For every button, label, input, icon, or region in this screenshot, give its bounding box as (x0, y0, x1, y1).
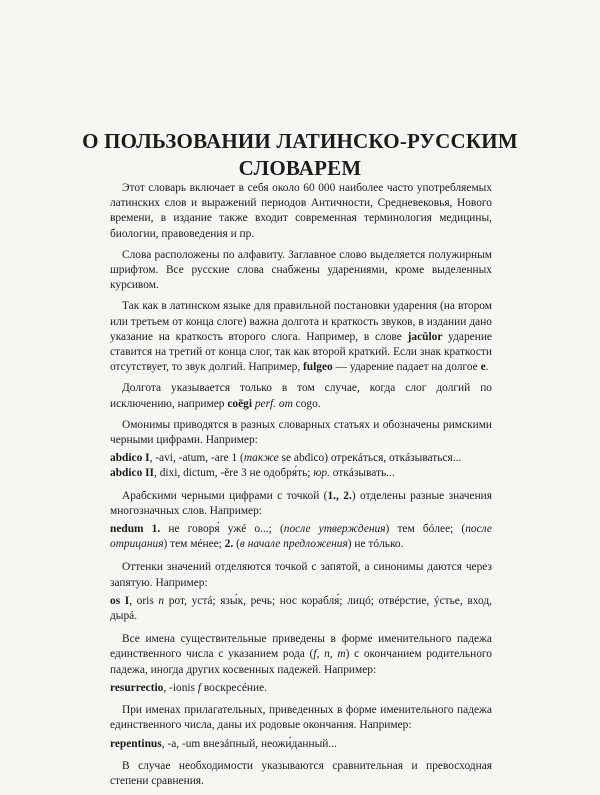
paragraph-stress: Так как в латинском языке для правильной постановки ударения (на втором или третьем от конца слоге) важна долгота и краткость звуков, в издании дано указание на краткость второго слога. Например, в слове jacŭlor ударение ставится на третий от конца слог, так как второй краткий. Если знак краткости отсутствует, то звук долгий. Например, fulgeo — ударение падает на долгое e. (110, 300, 492, 374)
paragraph-adjectives: При именах прилагательных, приведенных в форме именительного падежа единственного числа, даны их родовые окончания. Например: (110, 704, 492, 732)
title-line-2: СЛОВАРЕМ (238, 156, 362, 180)
title-line-1: О ПОЛЬЗОВАНИИ ЛАТИНСКО-РУССКИМ (82, 129, 518, 153)
paragraph-shades: Оттенки значений отделяются точкой с запятой, а синонимы даются через запятую. Например: (110, 561, 492, 589)
example-word-jaculor: jacŭlor (407, 330, 443, 343)
entry-nedum: nedum 1. не говоря́ ужé о...; (после утверждения) тем бóлее; (после отрицания) тем мéнее; 2. (в начале предложения) не тóлько. (110, 523, 492, 551)
entry-abdico-1: abdico I, -avi, -atum, -are 1 (также se abdico) отрекáться, откáзываться... (110, 452, 462, 465)
entry-repentinus: repentinus, -a, -um внезáпный, неожи́данный... (110, 737, 337, 750)
paragraph-length: Долгота указывается только в том случае, когда слог долгий по исключению, например coēgi perf. от cogo. (110, 382, 492, 410)
paragraph-comparison: В случае необходимости указываются сравнительная и превосходная степени сравнения. (110, 759, 492, 787)
page-title (0, 128, 600, 182)
paragraph-arabic-numbers: Арабскими черными цифрами с точкой (1., 2.) отделены разные значения многозначных слов. Например: (110, 489, 493, 517)
entry-abdico-2: abdico II, dixi, dictum, -ĕre 3 не одобря́ть; юр. откáзывать... (110, 467, 395, 480)
paragraph-nouns: Все имена существительные приведены в форме именительного падежа единственного числа с указанием рода (f, n, m) с окончанием родительного падежа, иногда других косвенных падежей. Например: (110, 633, 492, 676)
paragraph-intro: Этот словарь включает в себя около 60 000 наиболее часто употребляемых латинских слов и выражений периодов Античности, Средневековья, Нового времени, в издание также входит современная терминология медицины, биологии, правоведения и пр. (110, 182, 492, 240)
paragraph-alphabet: Слова расположены по алфавиту. Заглавное слово выделяется полужирным шрифтом. Все русские слова снабжены ударениями, кроме выделенных курсивом. (110, 248, 492, 292)
paragraph-homonyms: Омонимы приводятся в разных словарных статьях и обозначены римскими черными цифрами. Например: (110, 418, 492, 447)
example-word-coegi: coēgi (227, 397, 252, 410)
entry-os: os I, oris n рот, устá; язы́к, речь; нос корабля́; лицó; отвéрстие, ýстье, вход, дырá. (110, 594, 492, 623)
body-text (110, 181, 492, 795)
example-word-fulgeo: fulgeo (303, 361, 333, 374)
example-abdico (110, 451, 492, 481)
entry-resurrectio: resurrectio, -ionis f воскресéние. (110, 681, 267, 694)
